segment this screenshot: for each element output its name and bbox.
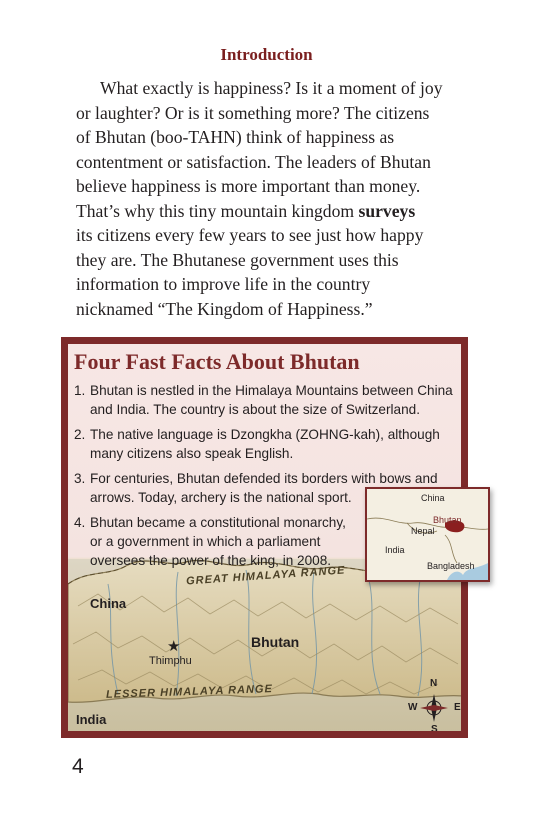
inset-label-china: China: [421, 493, 445, 503]
capital-star-icon: ★: [167, 638, 181, 655]
compass-n: N: [430, 678, 438, 689]
inset-label-nepal: Nepal: [411, 526, 435, 536]
compass-w: W: [408, 702, 418, 713]
inset-label-india: India: [385, 545, 405, 555]
intro-line: believe happiness is more important than money.: [76, 176, 421, 196]
fact-number: 3.: [74, 471, 86, 486]
intro-line: they are. The Bhutanese government uses this: [76, 249, 399, 270]
range-label-great-himalaya: GREAT HIMALAYA RANGE: [185, 564, 346, 588]
fact-item: [74, 425, 461, 463]
fact-text: For centuries, Bhutan defended its borders with bows and arrows. Today, archery is the national sport.: [90, 471, 438, 505]
inset-label-bangladesh: Bangladesh: [427, 561, 475, 571]
intro-line: What exactly is happiness? Is it a moment of joy: [100, 78, 443, 98]
fact-number: 4.: [74, 515, 86, 530]
intro-line: of Bhutan (boo-TAHN) think of happiness as: [76, 127, 395, 147]
fact-text: The native language is Dzongkha (ZOHNG-kah), although many citizens also speak English.: [90, 427, 440, 461]
intro-line: or laughter? Or is it something more? The citizens: [76, 102, 430, 123]
intro-line: nicknamed “The Kingdom of Happiness.”: [76, 298, 373, 319]
fact-text: Bhutan became a constitutional monarchy, or a government in which a parliament oversees the power of the king, in 2008.: [90, 515, 346, 568]
intro-line: its citizens every few years to see just how happy: [76, 225, 424, 245]
compass-e: E: [454, 702, 461, 713]
fact-number: 2.: [74, 427, 86, 442]
map-label-thimphu: Thimphu: [149, 655, 192, 667]
inset-label-bhutan: Bhutan: [433, 515, 462, 525]
fact-number: 1.: [74, 383, 86, 398]
intro-line: contentment or satisfaction. The leaders of Bhutan: [76, 151, 431, 172]
range-label-lesser-himalaya: LESSER HIMALAYA RANGE: [105, 683, 274, 701]
inset-locator-map: [365, 487, 490, 582]
section-heading: Introduction: [220, 45, 313, 64]
map-label-bhutan: Bhutan: [251, 634, 300, 650]
page-number: 4: [72, 755, 84, 778]
bold-term: surveys: [358, 200, 416, 221]
compass-rose-icon: [408, 678, 461, 731]
map-label-india: India: [76, 712, 107, 727]
intro-paragraph: [76, 76, 466, 321]
compass-s: S: [431, 724, 438, 731]
intro-line: information to improve life in the country: [76, 274, 371, 294]
map-label-china: China: [90, 596, 127, 611]
intro-line: That’s why this tiny mountain kingdom: [76, 200, 359, 221]
facts-title: Four Fast Facts About Bhutan: [74, 349, 360, 374]
fact-text: Bhutan is nestled in the Himalaya Mountains between China and India. The country is about the size of Switzerland.: [90, 383, 453, 417]
fact-item: [74, 381, 461, 419]
